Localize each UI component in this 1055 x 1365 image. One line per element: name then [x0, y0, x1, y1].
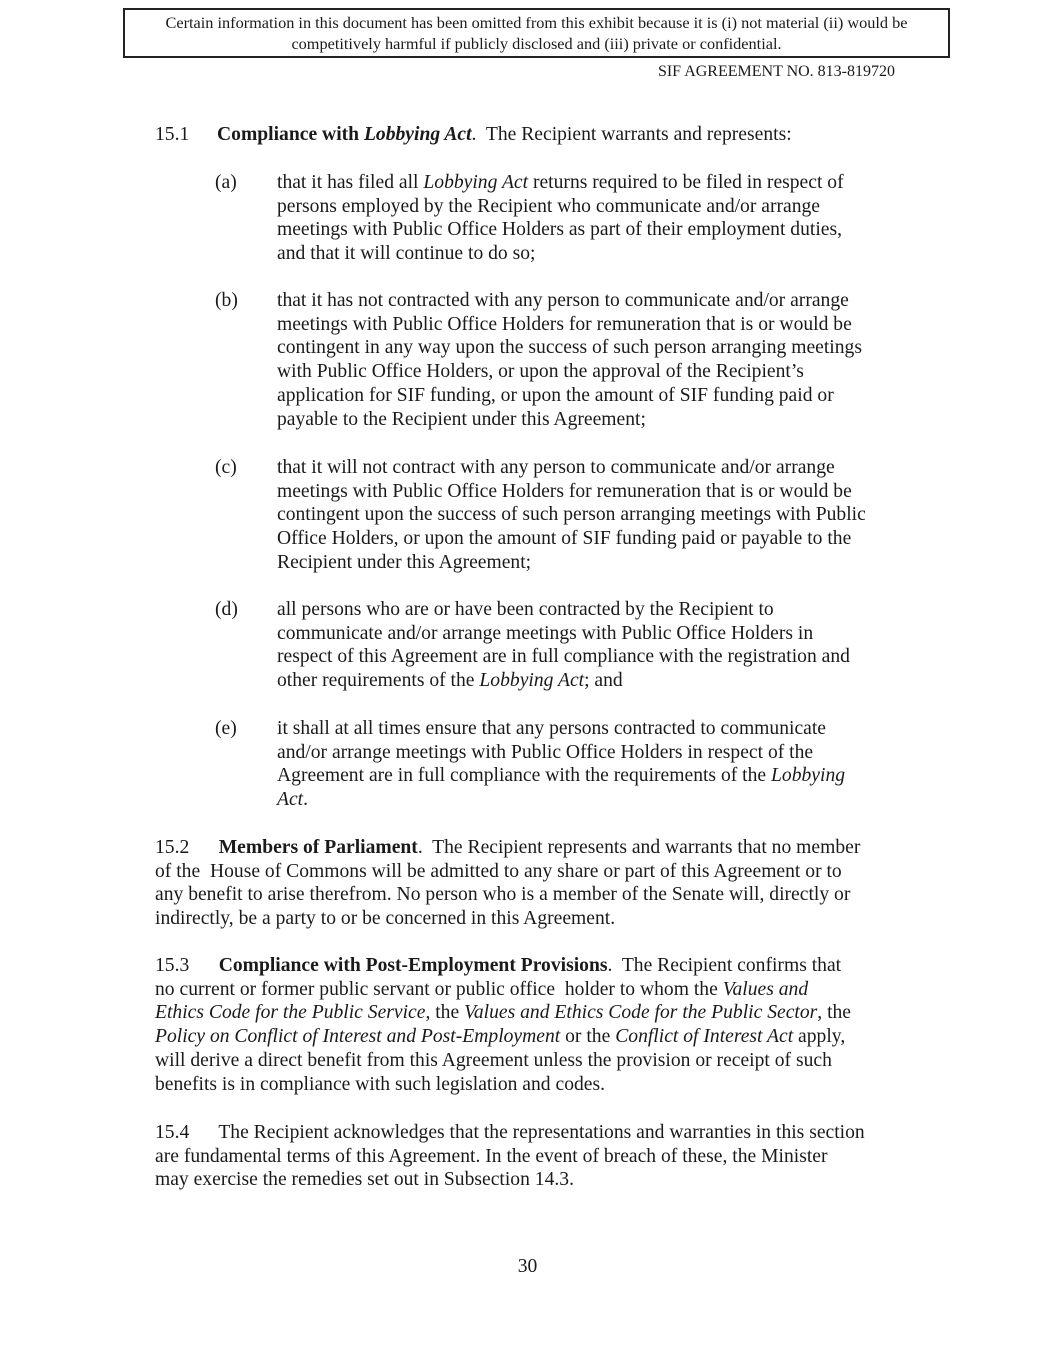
redaction-notice: Certain information in this document has been omitted from this exhibit because it is (i) not material (ii) would be competitively harmful if publicly disclosed and (iii) private or confidential. — [123, 8, 950, 58]
text-line — [155, 1049, 900, 1073]
text-segment: Members of Parliament — [218, 837, 418, 858]
text-line — [277, 360, 902, 384]
text-segment: contingent in any way upon the success of such person arranging meetings — [277, 337, 862, 359]
section-paragraph — [155, 954, 900, 1096]
text-segment: or the — [560, 1026, 616, 1048]
text-line — [277, 717, 902, 741]
text-line — [155, 836, 900, 860]
text-line — [155, 1168, 900, 1192]
text-line — [277, 242, 902, 266]
text-line — [277, 598, 902, 622]
text-line — [277, 456, 902, 480]
text-segment: . The Recipient warrants and represents: — [471, 124, 792, 145]
text-segment: may exercise the remedies set out in Subsection 14.3. — [155, 1169, 574, 1191]
text-segment: respect of this Agreement are in full compliance with the registration and — [277, 646, 850, 668]
text-line — [277, 313, 902, 337]
text-segment: Office Holders, or upon the amount of SIF funding paid or payable to the — [277, 528, 852, 550]
text-segment: communicate and/or arrange meetings with Public Office Holders in — [277, 622, 814, 644]
text-segment: contingent upon the success of such person arranging meetings with Public — [277, 504, 866, 526]
text-segment: will derive a direct benefit from this Agreement unless the provision or receipt of such — [155, 1049, 832, 1071]
list-item — [277, 171, 902, 266]
text-line — [155, 978, 900, 1002]
page-number: 30 — [517, 1256, 538, 1277]
text-segment: Act — [277, 789, 304, 811]
text-segment: . The Recipient confirms that — [607, 955, 842, 976]
text-line — [155, 860, 900, 884]
text-segment: indirectly, be a party to or be concerned in this Agreement. — [155, 908, 616, 930]
text-segment: with Public Office Holders, or upon the approval of the Recipient’s — [277, 361, 804, 383]
text-segment: Compliance with — [217, 124, 364, 145]
text-segment: that it has filed all — [277, 172, 424, 193]
text-line — [155, 883, 900, 907]
text-segment: , the — [425, 1002, 465, 1024]
text-line — [277, 289, 902, 313]
text-segment: Conflict of Interest Act — [615, 1026, 794, 1048]
text-segment: and/or arrange meetings with Public Office Holders in respect of the — [277, 741, 814, 763]
text-segment: apply, — [793, 1026, 846, 1048]
section-paragraph — [155, 836, 900, 931]
list-item — [277, 456, 902, 575]
text-segment: persons employed by the Recipient who communicate and/or arrange — [277, 195, 821, 217]
text-line — [277, 384, 902, 408]
text-segment: Compliance with Post-Employment Provisions — [218, 955, 608, 976]
text-line — [155, 907, 900, 931]
text-line — [155, 1025, 900, 1049]
text-segment: Lobbying Act — [423, 172, 529, 193]
list-item — [277, 717, 902, 812]
agreement-number: SIF AGREEMENT NO. 813-819720 — [657, 63, 895, 80]
list-item-label: (d) — [215, 599, 238, 620]
text-segment: of the House of Commons will be admitted to any share or part of this Agreement or to — [155, 860, 842, 882]
text-segment: Lobbying Act — [363, 124, 472, 145]
text-segment: benefits is in compliance with such legislation and codes. — [155, 1073, 606, 1095]
text-segment: Values and Ethics Code for the Public Sector — [464, 1002, 818, 1024]
list-item-label: (e) — [215, 718, 237, 739]
text-line — [277, 551, 902, 575]
text-line — [155, 1121, 900, 1145]
text-segment: that it will not contract with any person to communicate and/or arrange — [277, 457, 835, 478]
section-paragraph — [155, 1121, 900, 1192]
section-number: 15.1 — [155, 124, 190, 145]
text-line — [277, 669, 902, 693]
text-line — [277, 195, 902, 219]
text-line — [277, 527, 902, 551]
text-line — [277, 480, 902, 504]
list-item-label: (c) — [215, 457, 237, 478]
text-line — [155, 954, 900, 978]
text-segment: , the — [817, 1002, 851, 1024]
text-segment: ; and — [584, 670, 623, 692]
list-item-label: (a) — [215, 172, 237, 193]
text-segment: that it has not contracted with any person to communicate and/or arrange — [277, 290, 849, 311]
list-item — [277, 598, 902, 693]
text-line — [277, 764, 902, 788]
text-segment: all persons who are or have been contracted by the Recipient to — [277, 599, 774, 620]
text-segment: Lobbying — [771, 765, 846, 787]
list-item-label: (b) — [215, 290, 238, 311]
text-segment: meetings with Public Office Holders for remuneration that is or would be — [277, 313, 852, 335]
text-segment: Recipient under this Agreement; — [277, 551, 532, 573]
text-segment: 15.4 The Recipient acknowledges that the representations and warranties in this section — [155, 1122, 865, 1143]
text-segment: meetings with Public Office Holders as part of their employment duties, — [277, 219, 843, 241]
text-segment: Lobbying Act — [479, 670, 585, 692]
text-segment: Policy on Conflict of Interest and Post-Employment — [155, 1026, 561, 1048]
text-line — [277, 503, 902, 527]
text-line — [155, 1073, 900, 1097]
text-segment: . — [303, 789, 309, 811]
text-line — [277, 171, 902, 195]
text-segment: no current or former public servant or public office holder to whom the — [155, 978, 723, 1000]
list-item — [277, 289, 902, 431]
text-segment: application for SIF funding, or upon the amount of SIF funding paid or — [277, 384, 834, 406]
text-line — [277, 408, 902, 432]
text-line — [277, 622, 902, 646]
text-segment: other requirements of the — [277, 670, 480, 692]
text-segment: and that it will continue to do so; — [277, 243, 536, 265]
text-line — [155, 1001, 900, 1025]
text-segment: Agreement are in full compliance with the requirements of the — [277, 765, 772, 787]
section-heading — [217, 123, 792, 147]
text-segment: . The Recipient represents and warrants that no member — [417, 837, 861, 858]
text-segment: Values and — [722, 978, 809, 1000]
text-line — [155, 1145, 900, 1169]
text-line — [277, 336, 902, 360]
text-line — [277, 645, 902, 669]
text-segment: are fundamental terms of this Agreement. In the event of breach of these, the Minister — [155, 1145, 828, 1167]
text-segment: Ethics Code for the Public Service — [155, 1002, 426, 1024]
text-line — [217, 123, 792, 147]
text-line — [277, 218, 902, 242]
text-line — [277, 741, 902, 765]
text-segment: returns required to be filed in respect of — [528, 172, 844, 193]
text-line — [277, 788, 902, 812]
text-segment: it shall at all times ensure that any persons contracted to communicate — [277, 718, 826, 739]
text-segment: any benefit to arise therefrom. No person who is a member of the Senate will, directly or — [155, 884, 851, 906]
text-segment: 15.3 — [155, 955, 219, 976]
text-segment: payable to the Recipient under this Agreement; — [277, 408, 646, 430]
text-segment: meetings with Public Office Holders for remuneration that is or would be — [277, 480, 852, 502]
text-segment: 15.2 — [155, 837, 219, 858]
